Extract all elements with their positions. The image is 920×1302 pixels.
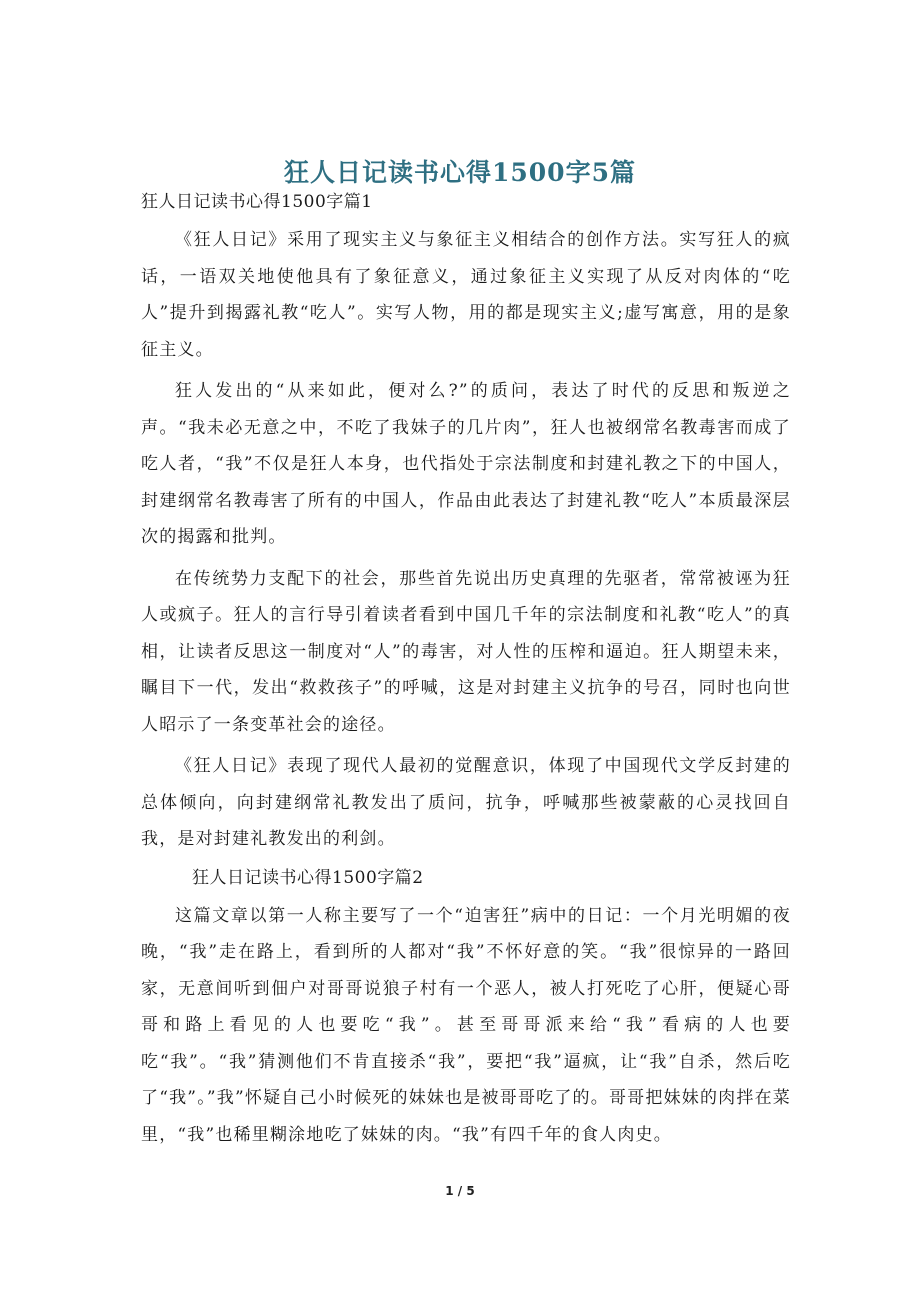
page-number: 1 / 5 (445, 1184, 475, 1198)
section-heading-2: 狂人日记读书心得1500字篇2 (192, 867, 424, 888)
paragraph: 在传统势力支配下的社会，那些首先说出历史真理的先驱者，常常被诬为狂人或疯子。狂人的言行导引着读者看到中国几千年的宗法制度和礼教“吃人”的真相，让读者反思这一制度对“人”的毒害，对人性的压榨和逼迫。狂人期望未来，瞩目下一代，发出“救救孩子”的呼喊，这是对封建主义抗争的号召，同时也向世人昭示了一条变革社会的途径。 (141, 568, 791, 735)
section-heading-1: 狂人日记读书心得1500字篇1 (141, 192, 373, 212)
document-title: 狂人日记读书心得1500字5篇 (284, 157, 636, 187)
document-body (141, 186, 791, 1158)
paragraph: 《狂人日记》采用了现实主义与象征主义相结合的创作方法。实写狂人的疯话，一语双关地使他具有了象征意义，通过象征主义实现了从反对肉体的“吃人”提升到揭露礼教“吃人”。实写人物，用的都是现实主义;虚写寓意，用的是象征主义。 (141, 230, 791, 360)
paragraph: 《狂人日记》表现了现代人最初的觉醒意识，体现了中国现代文学反封建的总体倾向，向封建纲常礼教发出了质问，抗争，呼喊那些被蒙蔽的心灵找回自我，是对封建礼教发出的利剑。 (141, 756, 791, 849)
paragraph: 这篇文章以第一人称主要写了一个“迫害狂”病中的日记：一个月光明媚的夜晚，“我”走在路上，看到所的人都对“我”不怀好意的笑。“我”很惊异的一路回家，无意间听到佃户对哥哥说狼子村有一个恶人，被人打死吃了心肝，便疑心哥哥和路上看见的人也要吃“我”。甚至哥哥派来给“我”看病的人也要吃“我”。“我”猜测他们不肯直接杀“我”，要把“我”逼疯，让“我”自杀，然后吃了“我”。”我”怀疑自己小时候死的妹妹也是被哥哥吃了的。哥哥把妹妹的肉拌在菜里，“我”也稀里糊涂地吃了妹妹的肉。“我”有四千年的食人肉史。 (141, 905, 791, 1145)
paragraph: 狂人发出的“从来如此，便对么?”的质问，表达了时代的反思和叛逆之声。“我未必无意之中，不吃了我妹子的几片肉”，狂人也被纲常名教毒害而成了吃人者，“我”不仅是狂人本身，也代指处于宗法制度和封建礼教之下的中国人，封建纲常名教毒害了所有的中国人，作品由此表达了封建礼教“吃人”本质最深层次的揭露和批判。 (141, 381, 791, 547)
